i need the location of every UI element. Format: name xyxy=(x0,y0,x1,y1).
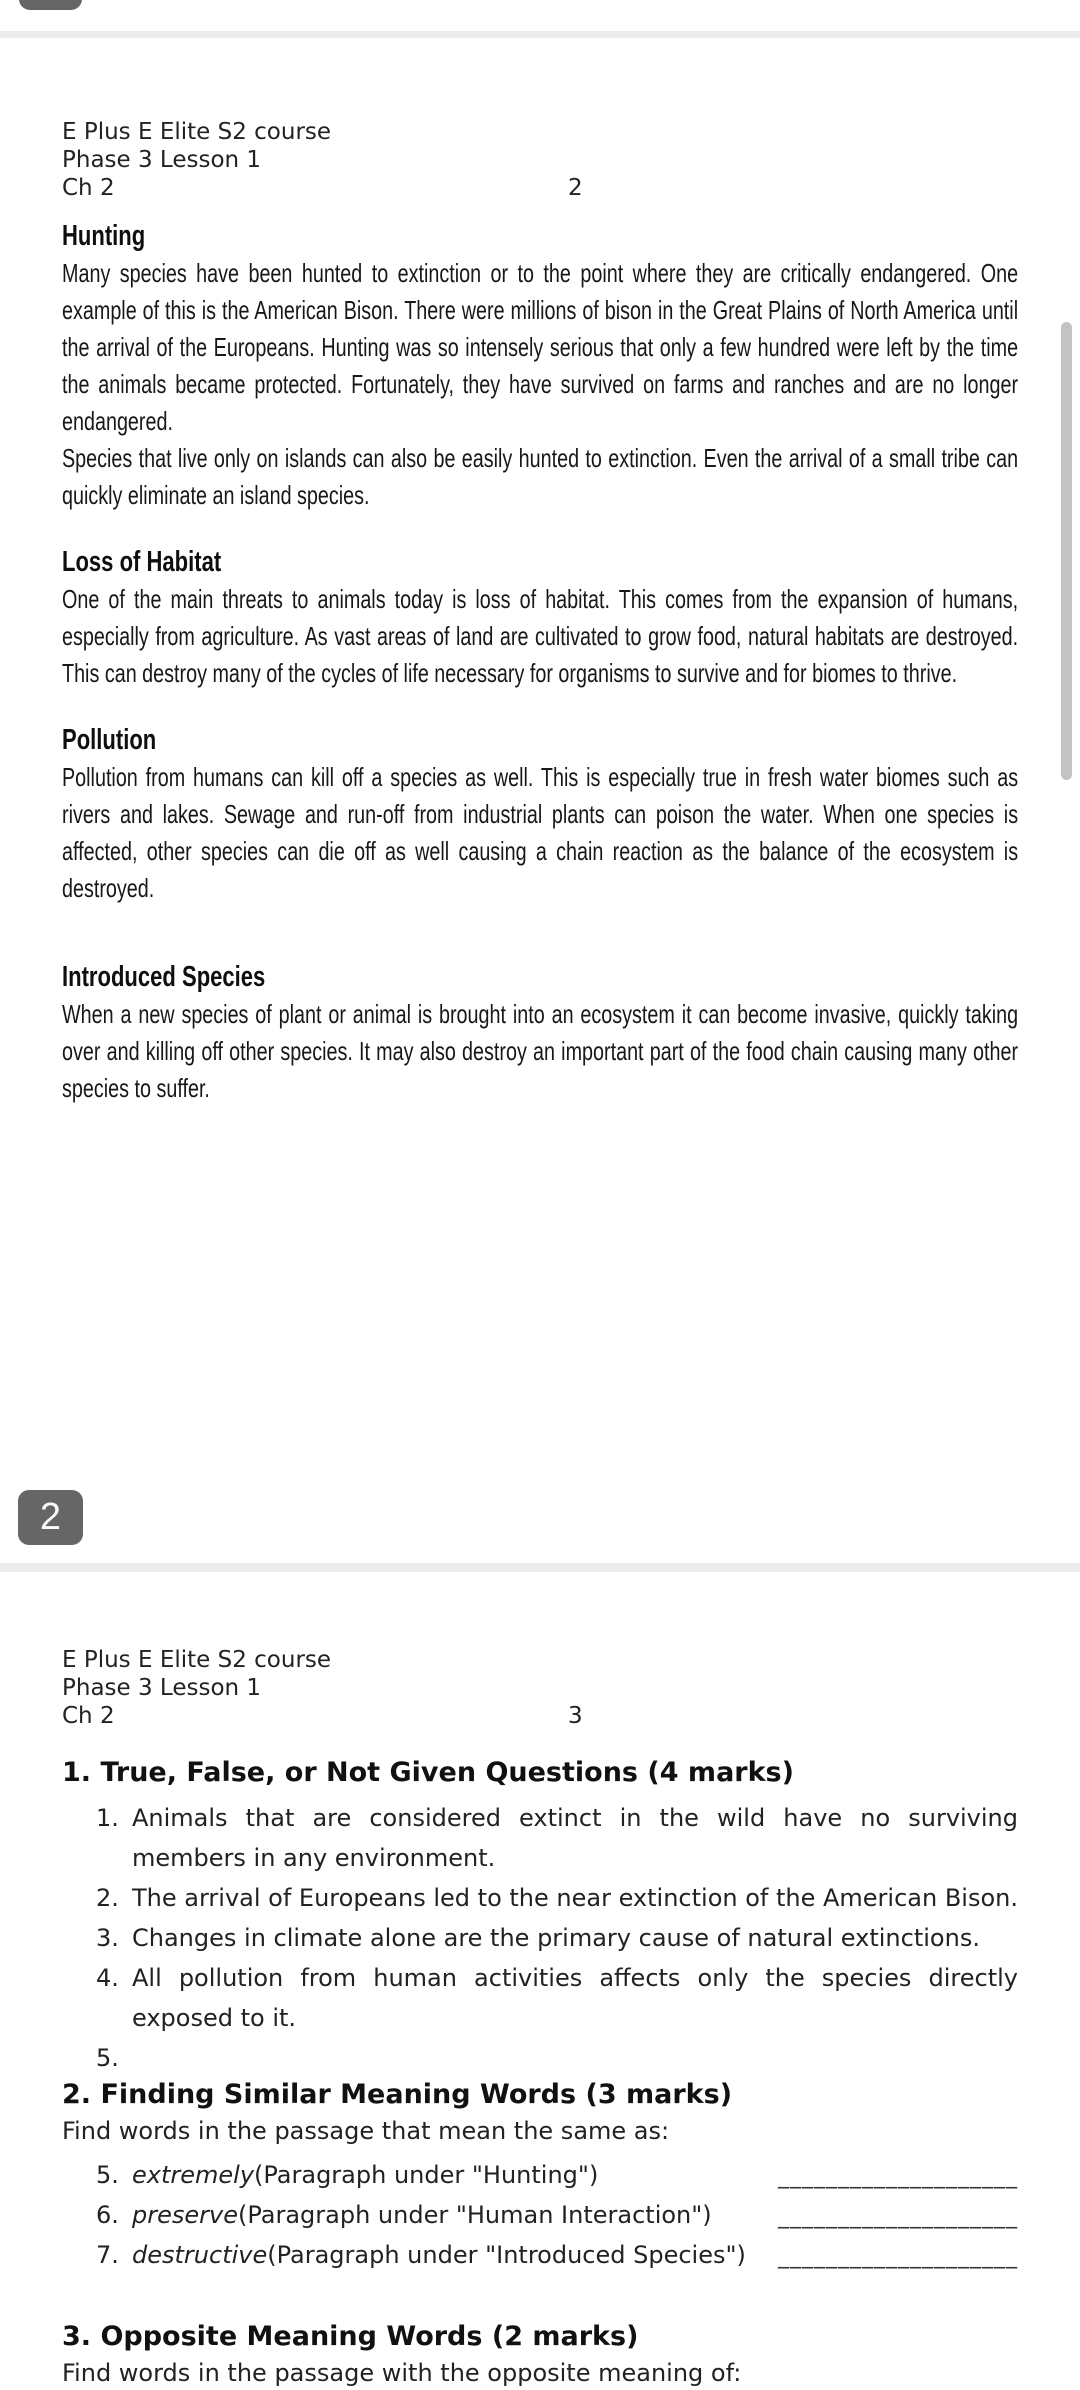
item-number: 1. xyxy=(96,1804,119,1832)
section-heading: Pollution xyxy=(62,724,157,756)
lesson-title: Phase 3 Lesson 1 xyxy=(62,1675,262,1701)
item-text: All pollution from human activities affects only the species directly exposed to it. xyxy=(132,1964,1018,2032)
target-word: destructive xyxy=(132,2241,268,2269)
item-text: (Paragraph under "Introduced Species") xyxy=(267,2241,746,2269)
scrollbar-thumb[interactable] xyxy=(1061,322,1072,780)
question-item xyxy=(96,2038,1018,2078)
item-text: The arrival of Europeans led to the near extinction of the American Bison. xyxy=(132,1884,1018,1912)
question-item xyxy=(96,1798,1018,1878)
item-text: (Paragraph under "Hunting") xyxy=(254,2161,599,2189)
document-page-3 xyxy=(62,1646,1018,2390)
section-heading: Introduced Species xyxy=(62,961,266,993)
page-separator xyxy=(0,1563,1080,1572)
page-indicator-badge xyxy=(18,1490,83,1545)
item-text: (Paragraph under "Human Interaction") xyxy=(237,2201,712,2229)
item-number: 6. xyxy=(96,2201,119,2229)
question-item xyxy=(96,2156,1018,2196)
page-separator xyxy=(0,31,1080,38)
question-list xyxy=(62,2156,1018,2276)
lesson-title: Phase 3 Lesson 1 xyxy=(62,147,262,173)
question-item xyxy=(96,2236,1018,2276)
chapter-label: Ch 2 xyxy=(62,175,115,201)
chapter-label: Ch 2 xyxy=(62,1703,115,1729)
section-heading: Hunting xyxy=(62,220,146,252)
answer-blank-line: ____________________ xyxy=(778,2164,1018,2189)
paragraph: Many species have been hunted to extinction or to the point where they are critically endangered. One example of this is the American Bison. There were millions of bison in the Great Plains of North America until the arrival of the Europeans. Hunting was so intensely serious that only a few hundred were left by the time the animals became protected. Fortunately, they have survived on farms and ranches and are no longer endangered. xyxy=(62,258,1019,436)
question-section-heading: 3. Opposite Meaning Words (2 marks) xyxy=(62,2321,639,2352)
question-item xyxy=(96,1878,1018,1918)
target-word: preserve xyxy=(132,2201,238,2229)
course-title: E Plus E Elite S2 course xyxy=(62,1647,332,1673)
answer-blank-line: ____________________ xyxy=(778,2204,1018,2229)
document-header xyxy=(62,118,1018,202)
document-page-2 xyxy=(62,118,1018,1107)
page-indicator-value: 2 xyxy=(39,1496,62,1538)
paragraph: Pollution from humans can kill off a species as well. This is especially true in fresh water biomes such as rivers and lakes. Sewage and run-off from industrial plants can poison the water. When one species is affected, other species can die off as well causing a chain reaction as the balance of the ecosystem is destroyed. xyxy=(62,762,1019,903)
paragraph: When a new species of plant or animal is brought into an ecosystem it can become invasive, quickly taking over and killing off other species. It may also destroy an important part of the food chain causing many other species to suffer. xyxy=(62,999,1019,1103)
page-indicator-badge-partial xyxy=(19,0,82,10)
question-list xyxy=(62,1798,1018,2078)
target-word: extremely xyxy=(132,2161,255,2189)
question-section-heading: 2. Finding Similar Meaning Words (3 marks) xyxy=(62,2079,733,2110)
document-header xyxy=(62,1646,1018,1730)
item-number: 5. xyxy=(96,2044,119,2072)
item-number: 3. xyxy=(96,1924,119,1952)
paragraph: Species that live only on islands can also be easily hunted to extinction. Even the arrival of a small tribe can quickly eliminate an island species. xyxy=(62,443,1019,510)
paragraph: One of the main threats to animals today is loss of habitat. This comes from the expansion of humans, especially from agriculture. As vast areas of land are cultivated to grow food, natural habitats are destroyed. This can destroy many of the cycles of life necessary for organisms to survive and for biomes to thrive. xyxy=(62,584,1019,688)
item-number: 7. xyxy=(96,2241,119,2269)
question-item xyxy=(96,1918,1018,1958)
item-number: 5. xyxy=(96,2161,119,2189)
section-intro: Find words in the passage with the opposite meaning of: xyxy=(62,2359,742,2387)
page-number: 2 xyxy=(568,175,583,201)
passage-body xyxy=(62,218,1018,1107)
page-number: 3 xyxy=(568,1703,583,1729)
question-section-heading: 1. True, False, or Not Given Questions (4 marks) xyxy=(62,1757,794,1788)
section-heading: Loss of Habitat xyxy=(62,546,222,578)
item-text: Changes in climate alone are the primary cause of natural extinctions. xyxy=(132,1924,980,1952)
answer-blank-line: ____________________ xyxy=(778,2244,1018,2269)
section-intro: Find words in the passage that mean the same as: xyxy=(62,2117,670,2145)
item-number: 4. xyxy=(96,1964,119,1992)
item-number: 2. xyxy=(96,1884,119,1912)
question-item xyxy=(96,1958,1018,2038)
item-text: Animals that are considered extinct in the wild have no surviving members in any environment. xyxy=(132,1804,1018,1872)
question-item xyxy=(96,2196,1018,2236)
course-title: E Plus E Elite S2 course xyxy=(62,119,332,145)
item-text xyxy=(132,2038,1018,2078)
